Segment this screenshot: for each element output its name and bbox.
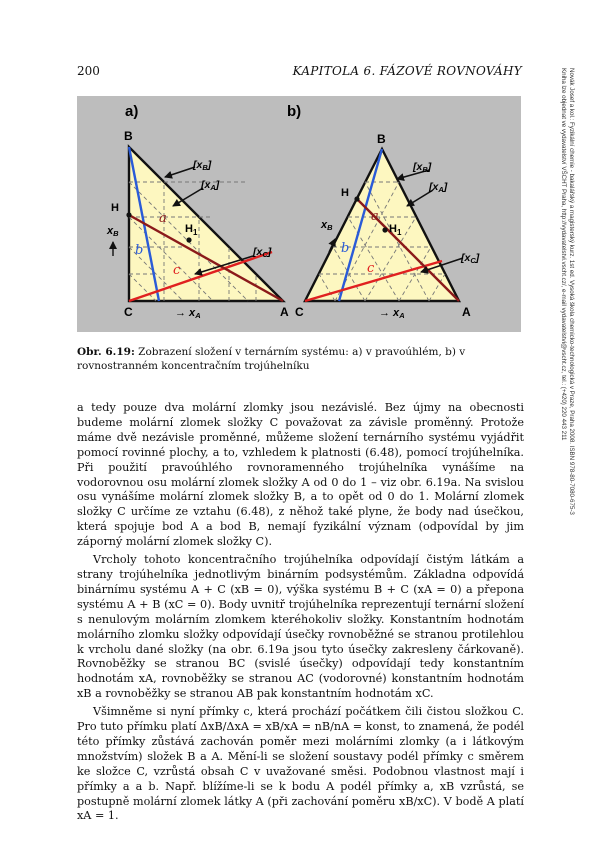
- bracket-xB-a: [x: [193, 159, 203, 171]
- line-c-label-a: c: [173, 263, 181, 278]
- bracket-xA-sub-a: A: [210, 183, 216, 192]
- point-H1-sub-b: 1: [396, 228, 402, 237]
- axis-xA-a: → x: [175, 307, 196, 319]
- bracket-xC-a: [x: [253, 246, 263, 258]
- side-note-line-1: Novák Josef a kol.: Fyzikální chemie - bakalářský a magisterský kurz. 1st ed. Vysoká škola chemicko-technologická v Praze, Praha 2008. ISBN 978-80-7080-675-3: [568, 68, 575, 515]
- line-a-label-a: a: [159, 211, 167, 226]
- axis-xB-sub-b: B: [327, 223, 333, 232]
- svg-text:[xB]: [xB]: [193, 159, 212, 172]
- vertex-C-b: C: [295, 305, 304, 319]
- paragraph-2: Vrcholy tohoto koncentračního trojúhelníka odpovídají čistým látkám a strany trojúhelníka jednotlivým binárním podsystémům. Základna odpovídá binárnímu systému A + C (xB = 0), výška systému B + C (xA = 0) a přepona systému A + B (xC = 0). Body uvnitř trojúhelníka reprezentují ternární složení s nenulovým molárním zlomkem kteréhokoliv složky. Konstantním hodnotám molárního zlomku složky odpovídají úsečky rovnoběžné se stranou protilehlou k vrcholu dané složky (na obr. 6.19a jsou tyto úsečky zakresleny čárkovaně). Rovnoběžky se stranou BC (svislé úsečky) odpovídají tedy konstantním hodnotám xA, rovnoběžky se stranou AC (vodorovné) konstantním hodnotám xB a rovnoběžky se stranou AB pak konstantním hodnotám xC.: [77, 553, 524, 701]
- bracket-xA-a: [x: [201, 179, 211, 191]
- panel-b-label: b): [287, 103, 302, 120]
- point-H1-b: [382, 227, 387, 232]
- caption-text: Zobrazení složení v ternárním systému: a) v pravoúhlém, b) v rovnostranném koncentračním trojúhelníku: [77, 346, 466, 372]
- bracket-xC-b: [x: [461, 252, 471, 264]
- point-H1-sub-a: 1: [192, 228, 198, 237]
- bracket-xA-sub-b: A: [438, 185, 444, 194]
- side-note: [559, 68, 575, 628]
- vertex-B-b: B: [377, 132, 386, 146]
- line-b-label-a: b: [135, 243, 144, 258]
- point-H-label-b: H: [341, 187, 349, 199]
- paragraph-1: a tedy pouze dva molární zlomky jsou nezávislé. Bez újmy na obecnosti budeme molární zlomek složky C považovat za závisle proměnný. Protože máme dvě nezávisle proměnné, můžeme složení ternárního systému vyjádřit pomocí rovinné plochy, a to, vzhledem k platnosti (6.48), pomocí trojúhelníka. Při použití pravoúhlého rovnoramenného trojúhelníka vynášíme na vodorovnou osu molární zlomek složky A od 0 do 1 – viz obr. 6.19a. Na svislou osu vynášíme molární zlomek složky B, a to opět od 0 do 1. Molární zlomek složky C určíme ze vztahu (6.48), z něhož také plyne, že body nad úsečkou, která spojuje bod A a bod B, nemají fyzikální význam (odpovídal by jim záporný molární zlomek složky C).: [77, 401, 524, 549]
- svg-text:xB: [106, 225, 119, 238]
- line-a-label-b: a: [371, 209, 379, 224]
- point-H-a: [126, 212, 131, 217]
- svg-text:[xC]: [xC]: [461, 252, 480, 265]
- bracket-xC-sub-b: C: [470, 256, 476, 265]
- panel-a-diagram: [126, 147, 283, 332]
- vertex-A-a: A: [280, 305, 289, 319]
- vertex-B-a: B: [124, 129, 133, 143]
- line-b-label-b: b: [341, 241, 350, 256]
- axis-xB-sub-a: B: [113, 229, 119, 238]
- svg-text:[xA]: [xA]: [429, 181, 448, 194]
- point-H1-label-a: H: [185, 223, 193, 235]
- vertex-C-a: C: [124, 305, 133, 319]
- axis-xA-sub-a: A: [195, 311, 201, 320]
- axis-xB-a: x: [107, 225, 114, 237]
- ternary-diagram: [77, 96, 521, 332]
- axis-xA-sub-b: A: [399, 311, 405, 320]
- paragraph-3: Všimněme si nyní přímky c, která prochází počátkem čili čistou složkou C. Pro tuto přímku platí ΔxB/ΔxA = xB/xA = nB/nA = konst, to znamená, že podél této přímky zůstává zachován poměr mezi molárními zlomky (a i látkovým množstvím) složek B a A. Mění-li se složení soustavy podél přímky c směrem ke složce C, vzrůstá obsah C v uvažované směsi. Podobnou vlastnost mají i přímky a a b. Např. blížíme-li se k bodu A podél přímky a, xB vzrůstá, se postupně molární zlomek látky A (při zachování poměru xB/xC). V bodě A platí xA = 1.: [77, 705, 524, 823]
- svg-text:xB: [320, 219, 333, 232]
- svg-text:→ xA: [379, 307, 405, 320]
- bracket-xB-sub-b: B: [422, 165, 428, 174]
- line-c-label-b: c: [367, 261, 375, 276]
- svg-text:[xC]: [xC]: [253, 246, 272, 259]
- body-text: [77, 401, 524, 824]
- svg-text:→ xA: [175, 307, 201, 320]
- point-H1-label-b: H: [389, 223, 397, 235]
- vertex-A-b: A: [462, 305, 471, 319]
- bracket-xB-b: [x: [413, 161, 423, 173]
- axis-xB-b: x: [321, 219, 328, 231]
- running-title: KAPITOLA 6. FÁZOVÉ ROVNOVÁHY: [292, 64, 522, 78]
- point-H-b: [354, 196, 359, 201]
- side-note-line-2: Kniha lze objednat ve vydavatelství VŠCHT Praha, http://vydavatelstvi.vscht.cz/, e-mail vydavatelstvi@vscht.cz, tel.: (+420) 220 443 211: [560, 68, 567, 441]
- page-number: 200: [77, 64, 100, 78]
- caption-label: Obr. 6.19:: [77, 346, 135, 358]
- figure-caption: [77, 345, 525, 373]
- point-H1-a: [186, 237, 191, 242]
- svg-text:[xB]: [xB]: [413, 161, 432, 174]
- bracket-xC-sub-a: C: [262, 250, 268, 259]
- axis-xA-b: → x: [379, 307, 400, 319]
- bracket-xA-b: [x: [429, 181, 439, 193]
- panel-a-label: a): [125, 103, 139, 120]
- point-H-label-a: H: [111, 202, 119, 214]
- svg-text:[xA]: [xA]: [201, 179, 220, 192]
- bracket-xB-sub-a: B: [202, 163, 208, 172]
- ternary-figure: [77, 96, 521, 332]
